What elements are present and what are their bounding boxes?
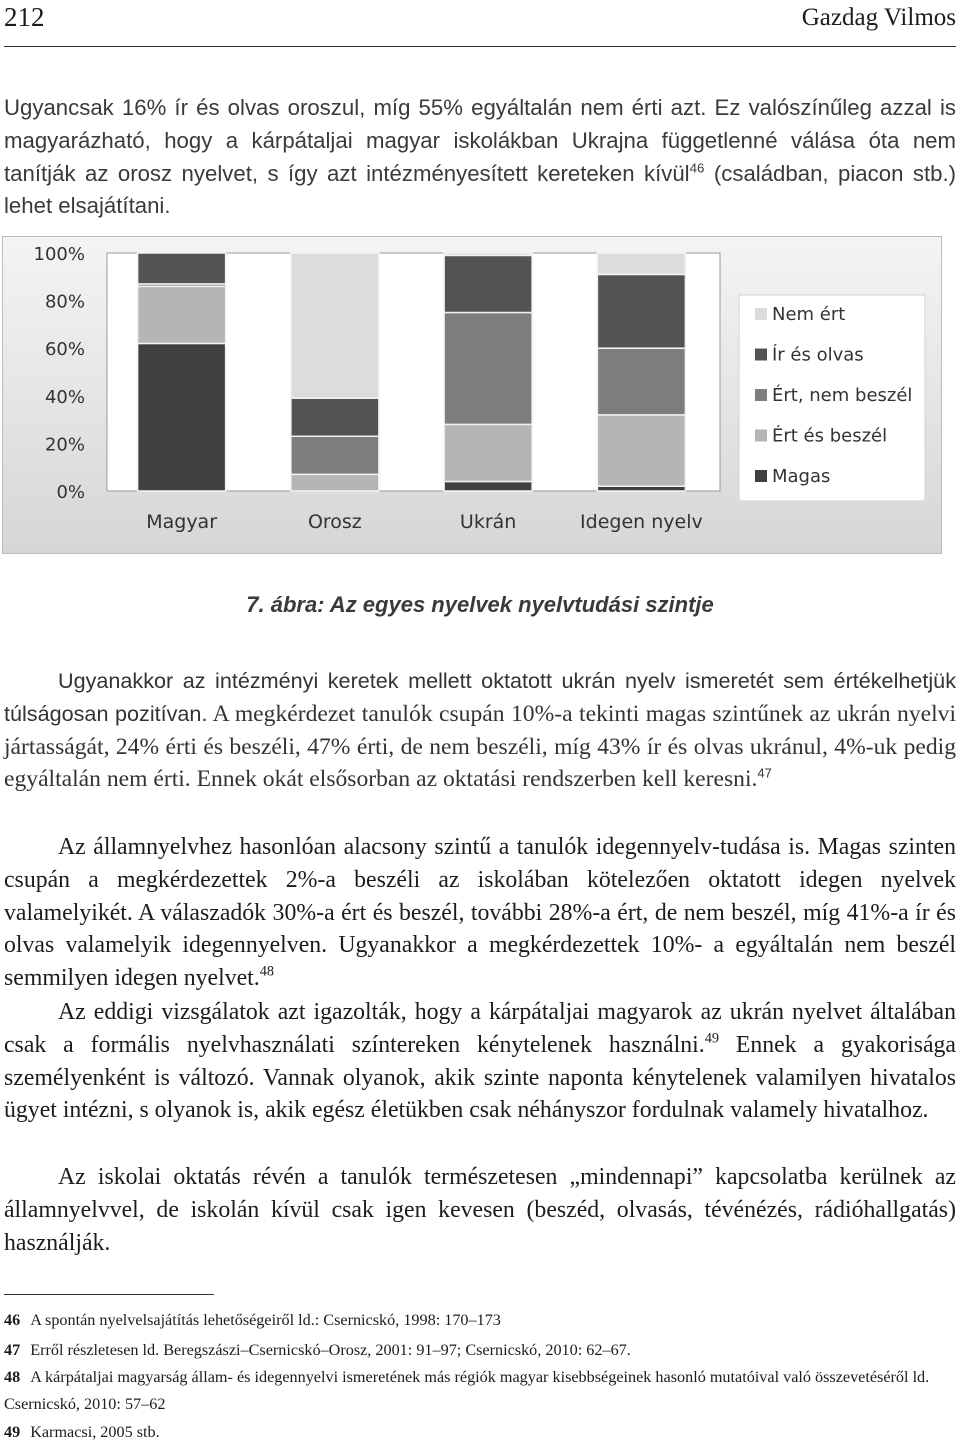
y-tick-label: 60% bbox=[44, 339, 85, 361]
bar-segment bbox=[291, 436, 379, 474]
footnote-divider bbox=[4, 1294, 214, 1295]
bar-segment bbox=[291, 474, 379, 491]
bar-segment bbox=[597, 348, 685, 415]
legend-swatch bbox=[755, 308, 767, 320]
y-tick-label: 40% bbox=[44, 386, 85, 408]
x-tick-label: Idegen nyelv bbox=[580, 511, 703, 533]
paragraph-5 bbox=[4, 1161, 956, 1259]
paragraph-1 bbox=[4, 92, 956, 223]
bar-segment bbox=[597, 415, 685, 486]
figure-caption: 7. ábra: Az egyes nyelvek nyelvtudási szintje bbox=[246, 592, 714, 617]
footnote-text: A kárpátaljai magyarság állam- és idegennyelvi ismeretének más régiók magyar kisebbségeinek hasonló mutatóival való összevetéséről ld. Csernicskó, 2010: 57–62 bbox=[4, 1368, 930, 1413]
y-tick-label: 0% bbox=[56, 482, 85, 503]
footnote-number: 48 bbox=[4, 1368, 21, 1386]
legend-swatch bbox=[755, 349, 767, 361]
paragraph-4-tail: Ennek a gyakorisága személyenként is változó. Vannak olyanok, akik szinte naponta kénytelenek valamilyen hivatalos ügyet intézni, s olyanok is, akik egész életükben csak néhányszor fordulnak valamely hivatalhoz. bbox=[4, 1031, 956, 1124]
footnote-ref-49[interactable]: 49 bbox=[704, 1030, 719, 1047]
footnote-text: Karmacsi, 2005 stb. bbox=[30, 1423, 160, 1441]
y-tick-label: 100% bbox=[33, 244, 85, 265]
paragraph-1-text: Ugyancsak 16% ír és olvas oroszul, míg 55% egyáltalán nem érti azt. Ez valószínűleg azzal is magyarázható, hogy a kárpátaljai magyar iskolákban Ukrajna függetlenné válása óta nem tanítják az orosz nyelvet, s így azt intézményesített kereteken kívül bbox=[4, 95, 956, 186]
x-tick-label: Ukrán bbox=[459, 511, 517, 533]
chart-canvas bbox=[3, 237, 943, 555]
x-tick-label: Magyar bbox=[146, 511, 218, 533]
paragraph-2-serif: A megkérdezet tanulók csupán 10%-a tekinti magas szintűnek az ukrán nyelvi jártasságát, 24% érti és beszéli, 47% érti, de nem beszéli, míg 43% ír és olvas ukránul, 4%-uk pedig egyáltalán nem érti. Ennek okát elsősorban az oktatási rendszerben kell keresni. bbox=[4, 700, 956, 793]
footnote-number: 46 bbox=[4, 1311, 21, 1329]
y-tick-label: 20% bbox=[44, 434, 85, 456]
legend-label: Ért és beszél bbox=[772, 425, 888, 447]
footnote-46 bbox=[4, 1306, 956, 1334]
paragraph-1-tail: (családban, piacon stb.) lehet elsajátítani. bbox=[4, 160, 956, 219]
page-number: 212 bbox=[4, 2, 45, 32]
bar-segment bbox=[291, 398, 379, 436]
footnote-ref-46[interactable]: 46 bbox=[689, 159, 705, 175]
footnote-47 bbox=[4, 1336, 956, 1364]
paragraph-3-text: Az államnyelvhez hasonlóan alacsony szintű a tanulók idegennyelv-tudása is. Magas szinten csupán a megkérdezettek 2%-a beszéli az iskolában kötelezően oktatott idegen nyelvek valamelyikét. A válaszadók 30%-a ért és beszél, további 28%-a ért, de nem beszél, míg 41%-a ír és olvas valamelyik idegennyelven. Ugyanakkor a megkérdezettek 10%- a egyáltalán nem beszél semmilyen idegen nyelvet. bbox=[4, 834, 956, 992]
bar-segment bbox=[138, 253, 226, 284]
paragraph-4-text: Az eddigi vizsgálatok azt igazolták, hogy a kárpátaljai magyarok az ukrán nyelvet általában csak a formális nyelvhasználati színtereken kénytelenek használni. bbox=[4, 999, 956, 1058]
footnote-number: 49 bbox=[4, 1423, 21, 1441]
footnote-text: Erről részletesen ld. Beregszászi–Csernicskó–Orosz, 2001: 91–97; Csernicskó, 2010: 62–67. bbox=[30, 1341, 631, 1359]
bar-chart bbox=[2, 236, 942, 554]
legend-swatch bbox=[755, 389, 767, 401]
x-tick-label: Orosz bbox=[307, 511, 362, 533]
bar-segment bbox=[444, 253, 532, 255]
bar-segment bbox=[138, 286, 226, 343]
footnote-48 bbox=[4, 1364, 956, 1418]
legend-label: Nem ért bbox=[772, 304, 846, 325]
paragraph-4 bbox=[4, 996, 956, 1127]
paragraph-5-text: Az iskolai oktatás révén a tanulók természetesen „mindennapi” kapcsolatba kerülnek az államnyelvvel, de iskolán kívül csak igen kevesen (beszéd, olvasás, tévénézés, rádióhallgatás) használják. bbox=[4, 1164, 956, 1256]
paragraph-2-sans: Ugyanakkor az intézményi keretek mellett oktatott ukrán nyelv ismeretét sem értékelhetjük túlságosan pozitívan. bbox=[4, 668, 956, 726]
bar-segment bbox=[291, 253, 379, 398]
bar-segment bbox=[444, 481, 532, 491]
footnote-number: 47 bbox=[4, 1341, 21, 1359]
footnote-text: A spontán nyelvelsajátítás lehetőségeiről ld.: Csernicskó, 1998: 170–173 bbox=[30, 1311, 501, 1329]
footnote-ref-48[interactable]: 48 bbox=[259, 963, 275, 980]
legend-label: Magas bbox=[772, 466, 831, 487]
bar-segment bbox=[597, 253, 685, 274]
footnote-49 bbox=[4, 1418, 956, 1446]
bar-segment bbox=[138, 343, 226, 491]
bar-segment bbox=[597, 274, 685, 348]
legend-swatch bbox=[755, 430, 767, 442]
bar-segment bbox=[444, 255, 532, 312]
paragraph-2 bbox=[4, 665, 956, 796]
legend-label: Ért, nem beszél bbox=[772, 385, 913, 406]
paragraph-3 bbox=[4, 831, 956, 995]
footnote-ref-47[interactable]: 47 bbox=[757, 765, 772, 781]
legend-swatch bbox=[755, 470, 767, 482]
bar-segment bbox=[444, 424, 532, 481]
legend-label: Ír és olvas bbox=[772, 344, 864, 366]
y-tick-label: 80% bbox=[44, 291, 85, 313]
running-head: Gazdag Vilmos bbox=[801, 4, 956, 31]
bar-segment bbox=[444, 313, 532, 425]
page-header bbox=[4, 0, 956, 47]
